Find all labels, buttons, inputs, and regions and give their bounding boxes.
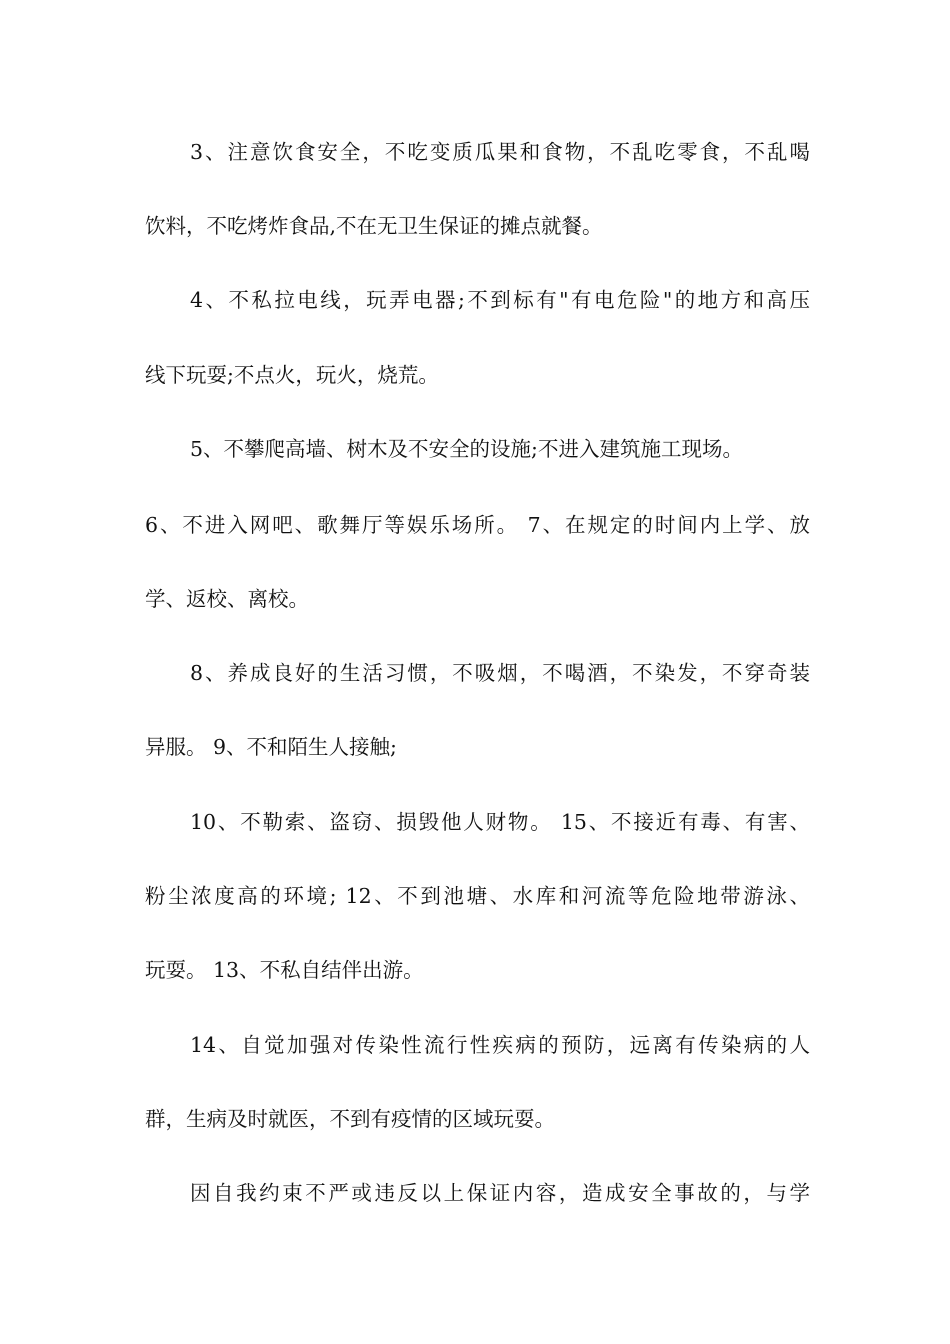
text-line: 玩耍。 13、不私自结伴出游。	[145, 958, 424, 982]
text-line: 5、不攀爬高墙、树木及不安全的设施;不进入建筑施工现场。	[190, 437, 743, 461]
text-line: 饮料，不吃烤炸食品,不在无卫生保证的摊点就餐。	[145, 214, 603, 238]
text-line: 3、注意饮食安全，不吃变质瓜果和食物，不乱吃零食，不乱喝	[190, 140, 810, 164]
text-line: 线下玩耍;不点火，玩火，烧荒。	[145, 363, 439, 387]
text-line: 粉尘浓度高的环境; 12、不到池塘、水库和河流等危险地带游泳、	[145, 884, 810, 908]
text-line: 异服。 9、不和陌生人接触;	[145, 735, 397, 759]
text-line: 因自我约束不严或违反以上保证内容，造成安全事故的，与学	[190, 1181, 810, 1205]
text-line: 8、养成良好的生活习惯，不吸烟，不喝酒，不染发，不穿奇装	[190, 661, 810, 685]
text-line: 14、自觉加强对传染性流行性疾病的预防，远离有传染病的人	[190, 1033, 810, 1057]
text-line: 4、不私拉电线，玩弄电器;不到标有"有电危险"的地方和高压	[190, 288, 810, 312]
text-line: 10、不勒索、盗窃、损毁他人财物。 15、不接近有毒、有害、	[190, 810, 810, 834]
text-line: 群，生病及时就医，不到有疫情的区域玩耍。	[145, 1107, 555, 1131]
text-line: 6、不进入网吧、歌舞厅等娱乐场所。 7、在规定的时间内上学、放	[145, 513, 810, 537]
text-line: 学、返校、离校。	[145, 587, 309, 611]
